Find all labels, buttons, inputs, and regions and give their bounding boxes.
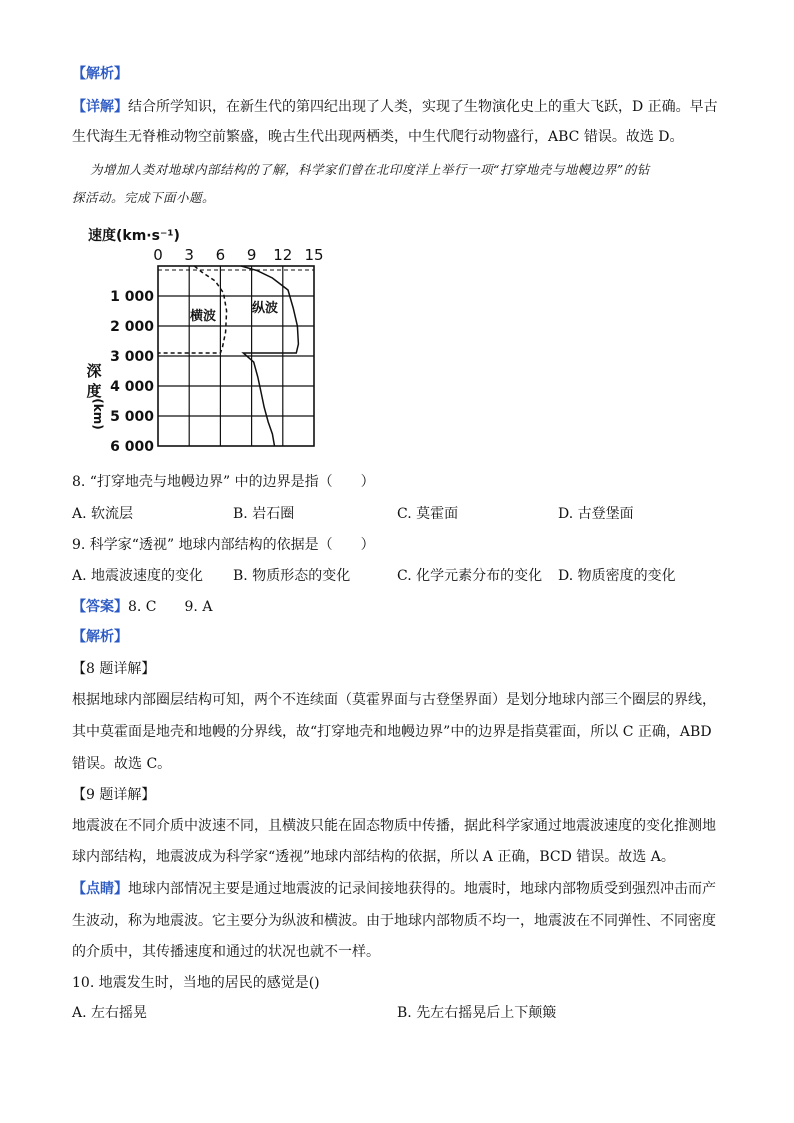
q8-stem: 8. “打穿地壳与地幔边界” 中的边界是指（ ）	[72, 474, 375, 490]
q9-stem: 9. 科学家“透视” 地球内部结构的依据是（ ）	[72, 537, 375, 553]
q8-detail-line: 错误。故选 C。	[72, 756, 172, 772]
series-label-shear: 横波	[190, 309, 217, 324]
answer-text: 8. C 9. A	[128, 599, 213, 615]
passage-line: 探活动。完成下面小题。	[72, 190, 216, 205]
q8-option-b[interactable]: B. 岩石圈	[233, 506, 295, 522]
highlight-line: 【点睛】地球内部情况主要是通过地震波的记录间接地获得的。地震时，地球内部物质受到强烈冲击而产	[72, 881, 716, 897]
x-tick-label: 3	[184, 246, 194, 264]
q10-stem: 10. 地震发生时，当地的居民的感觉是()	[72, 975, 320, 991]
q9-detail-line: 地震波在不同介质中波速不同，且横波只能在固态物质中传播，据此科学家通过地震波速度的变化推测地	[72, 818, 716, 834]
q9-option-c[interactable]: C. 化学元素分布的变化	[397, 568, 543, 584]
chart-y-label	[86, 362, 105, 430]
highlight-line: 的介质中，其传播速度和通过的状况也就不一样。	[72, 944, 380, 960]
y-tick-label: 5 000	[110, 409, 154, 425]
x-tick-label: 0	[153, 246, 163, 264]
chart-grid	[158, 266, 314, 446]
chart-y-ticks	[110, 289, 154, 454]
series-label-primary: 纵波	[252, 301, 279, 316]
q8-detail-line: 其中莫霍面是地壳和地幔的分界线，故“打穿地壳和地幔边界”中的边界是指莫霍面，所以 C 正确，ABD	[72, 724, 712, 740]
x-tick-label: 15	[304, 246, 324, 264]
y-tick-label: 1 000	[110, 289, 154, 305]
q9-option-d[interactable]: D. 物质密度的变化	[558, 568, 676, 584]
x-tick-label: 9	[246, 246, 257, 264]
answer-line	[72, 597, 212, 617]
y-tick-label: 6 000	[110, 439, 154, 454]
q10-option-a[interactable]: A. 左右摇晃	[72, 1005, 148, 1021]
detail-label: 【详解】	[72, 99, 128, 115]
y-axis-label-char: 度	[86, 382, 102, 400]
q9-option-a[interactable]: A. 地震波速度的变化	[72, 568, 204, 584]
answer-label: 【答案】	[72, 599, 128, 615]
chart-title: 速度(km·s⁻¹)	[88, 228, 180, 244]
q8-detail-heading: 【8 题详解】	[72, 661, 156, 677]
analysis-heading: 【解析】	[72, 66, 128, 82]
highlight-label: 【点睛】	[72, 881, 128, 897]
q8-option-a[interactable]: A. 软流层	[72, 506, 134, 522]
y-axis-label-char: 深	[86, 362, 102, 380]
q9-detail-heading: 【9 题详解】	[72, 787, 156, 803]
x-tick-label: 12	[273, 246, 293, 264]
detail-paragraph-line: 生代海生无脊椎动物空前繁盛，晚古生代出现两栖类，中生代爬行动物盛行，ABC 错误。故选 D。	[72, 129, 684, 145]
y-axis-label-unit: (km)	[91, 398, 105, 430]
passage-line: 为增加人类对地球内部结构的了解，科学家们曾在北印度洋上举行一项“打穿地壳与地幔边界”的钻	[90, 162, 650, 177]
y-tick-label: 4 000	[110, 379, 154, 395]
highlight-line: 生波动，称为地震波。它主要分为纵波和横波。由于地球内部物质不均一，地震波在不同弹性、不同密度	[72, 913, 716, 929]
q10-option-b[interactable]: B. 先左右摇晃后上下颠簸	[397, 1005, 557, 1021]
q9-option-b[interactable]: B. 物质形态的变化	[233, 568, 351, 584]
seismic-wave-chart	[80, 222, 340, 454]
detail-paragraph-line: 【详解】结合所学知识，在新生代的第四纪出现了人类，实现了生物演化史上的重大飞跃，D 正确。早古	[72, 99, 718, 115]
q8-detail-line: 根据地球内部圈层结构可知，两个不连续面（莫霍界面与古登堡界面）是划分地球内部三个圈层的界线，	[72, 692, 716, 708]
x-tick-label: 6	[215, 246, 226, 264]
y-tick-label: 2 000	[110, 319, 154, 335]
chart-x-ticks	[153, 246, 323, 264]
q8-option-d[interactable]: D. 古登堡面	[558, 506, 634, 522]
q8-option-c[interactable]: C. 莫霍面	[397, 506, 459, 522]
y-tick-label: 3 000	[110, 349, 154, 365]
q9-detail-line: 球内部结构，地震波成为科学家“透视”地球内部结构的依据，所以 A 正确，BCD 错误。故选 A。	[72, 849, 675, 865]
analysis-heading: 【解析】	[72, 629, 128, 645]
